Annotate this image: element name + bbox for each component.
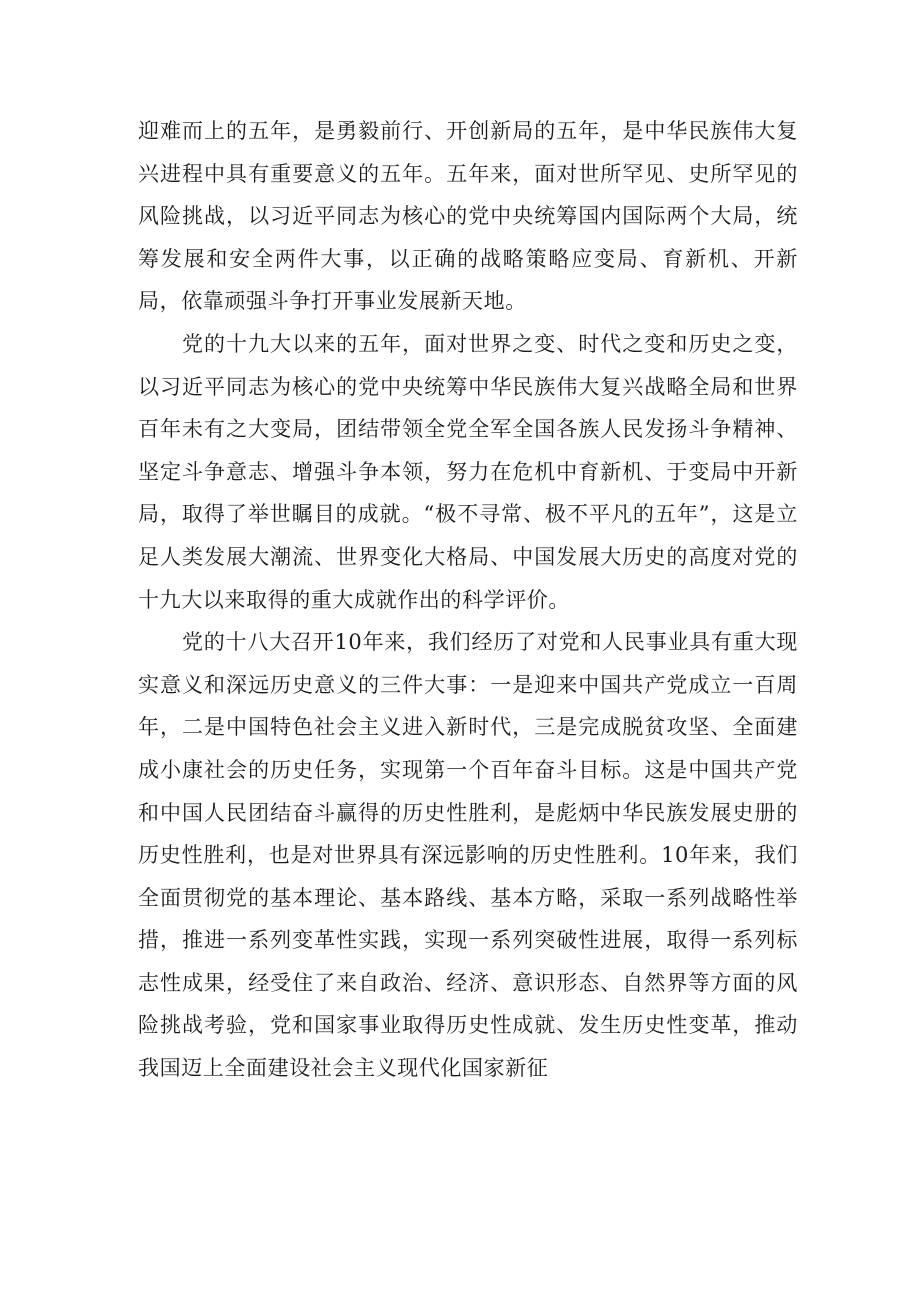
paragraph: 党的十八大召开10年来，我们经历了对党和人民事业具有重大现实意义和深远历史意义的三件大事：一是迎来中国共产党成立一百周年，二是中国特色社会主义进入新时代，三是完成脱贫攻坚、全面建成小康社会的历史任务，实现第一个百年奋斗目标。这是中国共产党和中国人民团结奋斗赢得的历史性胜利，是彪炳中华民族发展史册的历史性胜利，也是对世界具有深远影响的历史性胜利。10年来，我们全面贯彻党的基本理论、基本路线、基本方略，采取一系列战略性举措，推进一系列变革性实践，实现一系列突破性进展，取得一系列标志性成果，经受住了来自政治、经济、意识形态、自然界等方面的风险挑战考验，党和国家事业取得历史性成就、发生历史性变革，推动我国迈上全面建设社会主义现代化国家新征 bbox=[138, 630, 798, 1081]
paragraph: 党的十九大以来的五年，面对世界之变、时代之变和历史之变，以习近平同志为核心的党中央统筹中华民族伟大复兴战略全局和世界百年未有之大变局，团结带领全党全军全国各族人民发扬斗争精神、坚定斗争意志、增强斗争本领，努力在危机中育新机、于变局中开新局，取得了举世瞩目的成就。“极不寻常、极不平凡的五年”，这是立足人类发展大潮流、世界变化大格局、中国发展大历史的高度对党的十九大以来取得的重大成就作出的科学评价。 bbox=[138, 331, 798, 612]
paragraph-continued: 迎难而上的五年，是勇毅前行、开创新局的五年，是中华民族伟大复兴进程中具有重要意义的五年。五年来，面对世所罕见、史所罕见的风险挑战，以习近平同志为核心的党中央统筹国内国际两个大局，统筹发展和安全两件大事，以正确的战略策略应变局、育新机、开新局，依靠顽强斗争打开事业发展新天地。 bbox=[138, 119, 798, 314]
document-body bbox=[138, 110, 798, 1090]
